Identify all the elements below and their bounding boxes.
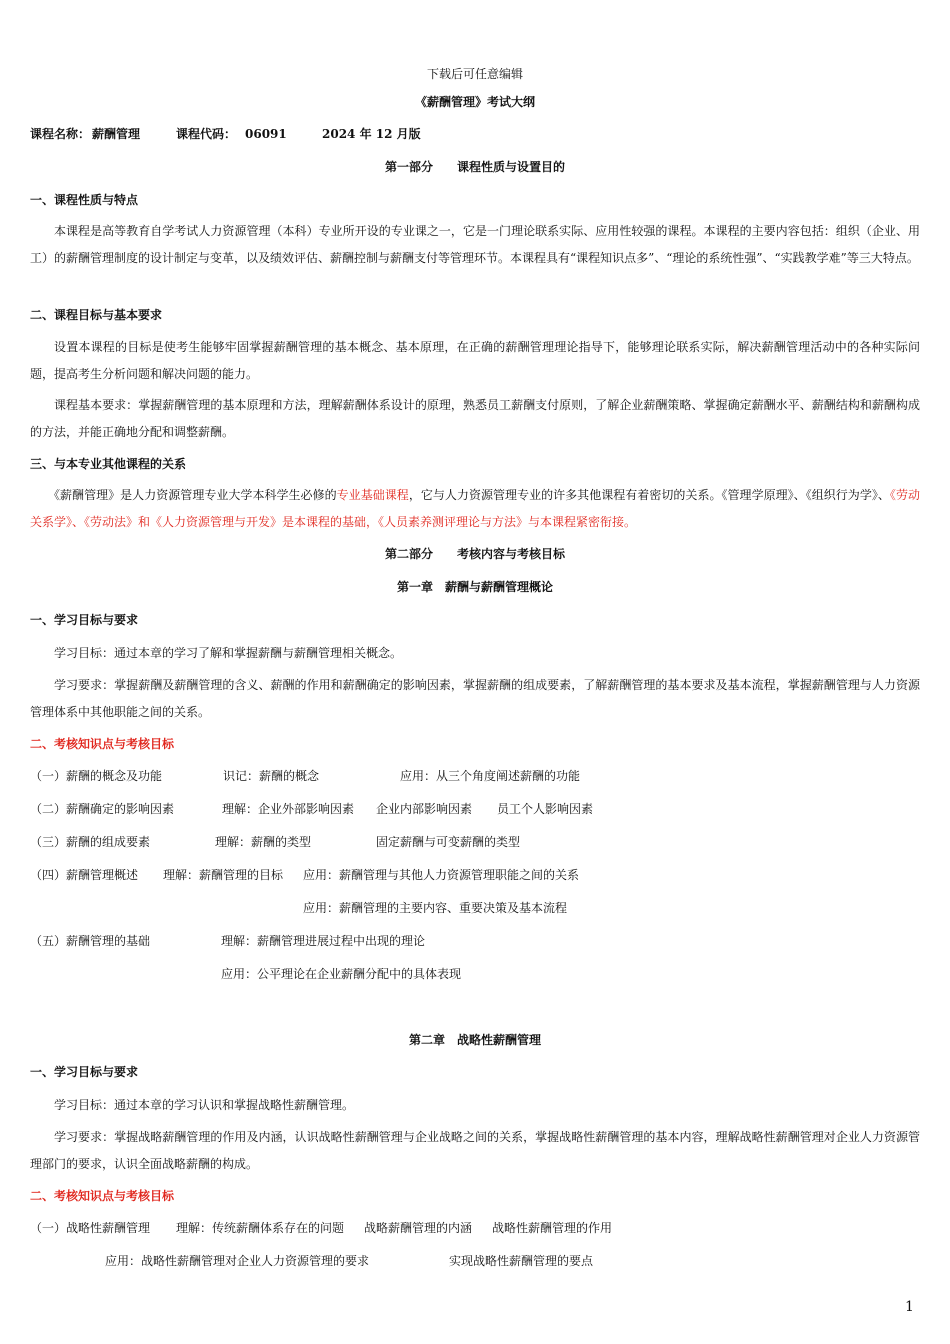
knowledge-target: 实现战略性薪酬管理的要点 (449, 1254, 594, 1268)
knowledge-target: 理解：薪酬管理进展过程中出现的理论 (221, 934, 426, 948)
highlight-text: 《劳动关系学》、《劳动法》和《人力资源管理与开发》是本课程的基础，《人员素养测评理论与方法》与本课程紧密衔接。 (30, 488, 920, 529)
course-code-label: 课程代码： (176, 127, 237, 141)
section-title: 一、学习目标与要求 (30, 1065, 139, 1079)
chapter-title: 第二章 战略性薪酬管理 (408, 1033, 541, 1047)
paragraph (30, 482, 920, 536)
paragraph: 课程基本要求：掌握薪酬管理的基本原理和方法，理解薪酬体系设计的原理，熟悉员工薪酬支付原则，了解企业薪酬策略、掌握确定薪酬水平、薪酬结构和薪酬构成的方法，并能正确地分配和调整薪酬。 (30, 398, 920, 439)
knowledge-target: 企业内部影响因素 (376, 802, 473, 816)
knowledge-point: （二）薪酬确定的影响因素 (30, 802, 175, 816)
knowledge-point: （一）战略性薪酬管理 (30, 1221, 151, 1235)
knowledge-target: 应用：薪酬管理的主要内容、重要决策及基本流程 (303, 901, 568, 915)
text-run: ，它与人力资源管理专业的许多其他课程有着密切的关系。《管理学原理》、《组织行为学》、 (408, 488, 890, 502)
knowledge-target: 应用：公平理论在企业薪酬分配中的具体表现 (221, 967, 462, 981)
knowledge-target: 理解：薪酬的类型 (215, 835, 312, 849)
section-title: 二、课程目标与基本要求 (30, 308, 163, 322)
knowledge-target: 战略性薪酬管理的作用 (492, 1221, 613, 1235)
knowledge-point: （五）薪酬管理的基础 (30, 934, 151, 948)
paragraph: 本课程是高等教育自学考试人力资源管理（本科）专业所开设的专业课之一，它是一门理论联系实际、应用性较强的课程。本课程的主要内容包括：组织（企业、用工）的薪酬管理制度的设计制定与变革，以及绩效评估、薪酬控制与薪酬支付等管理环节。本课程具有“课程知识点多”、“理论的系统性强”、“实践教学难”等三大特点。 (30, 224, 920, 265)
knowledge-point: （三）薪酬的组成要素 (30, 835, 151, 849)
course-name-label: 课程名称： (30, 127, 91, 141)
course-code: 06091 (245, 127, 287, 141)
knowledge-target: 员工个人影响因素 (497, 802, 594, 816)
knowledge-target: 理解：传统薪酬体系存在的问题 (176, 1221, 345, 1235)
download-note: 下载后可任意编辑 (426, 67, 523, 81)
knowledge-target: 战略薪酬管理的内涵 (364, 1221, 473, 1235)
page-number: 1 (905, 1299, 914, 1315)
paragraph: 设置本课程的目标是使考生能够牢固掌握薪酬管理的基本概念、基本原理，在正确的薪酬管理理论指导下，能够理论联系实际，解决薪酬管理活动中的各种实际问题，提高考生分析问题和解决问题的能力。 (30, 340, 920, 381)
section-title: 二、考核知识点与考核目标 (30, 1189, 175, 1203)
document-title: 《薪酬管理》考试大纲 (414, 95, 535, 109)
knowledge-point: （一）薪酬的概念及功能 (30, 769, 163, 783)
course-edition: 2024 年 12 月版 (322, 127, 421, 141)
section-title: 三、与本专业其他课程的关系 (30, 457, 187, 471)
knowledge-target: 识记：薪酬的概念 (223, 769, 320, 783)
highlight-text: 专业基础课程 (336, 488, 409, 502)
section-title: 一、学习目标与要求 (30, 613, 139, 627)
study-requirement: 学习要求：掌握薪酬及薪酬管理的含义、薪酬的作用和薪酬确定的影响因素，掌握薪酬的组成要素，了解薪酬管理的基本要求及基本流程，掌握薪酬管理与人力资源管理体系中其他职能之间的关系。 (30, 678, 920, 719)
study-goal: 学习目标：通过本章的学习了解和掌握薪酬与薪酬管理相关概念。 (54, 646, 403, 660)
study-goal: 学习目标：通过本章的学习认识和掌握战略性薪酬管理。 (54, 1098, 355, 1112)
knowledge-target: 应用：薪酬管理与其他人力资源管理职能之间的关系 (303, 868, 580, 882)
knowledge-target: 理解：企业外部影响因素 (222, 802, 355, 816)
knowledge-target: 理解：薪酬管理的目标 (163, 868, 284, 882)
section-title: 二、考核知识点与考核目标 (30, 737, 175, 751)
part1-heading: 第一部分 课程性质与设置目的 (384, 160, 565, 174)
knowledge-target: 固定薪酬与可变薪酬的类型 (376, 835, 521, 849)
knowledge-point: （四）薪酬管理概述 (30, 868, 139, 882)
chapter-title: 第一章 薪酬与薪酬管理概论 (396, 580, 553, 594)
course-name: 薪酬管理 (92, 127, 141, 141)
knowledge-target: 应用：从三个角度阐述薪酬的功能 (400, 769, 581, 783)
part2-heading: 第二部分 考核内容与考核目标 (384, 547, 565, 561)
text-run: 《薪酬管理》是人力资源管理专业大学本科学生必修的 (48, 488, 337, 502)
section-title: 一、课程性质与特点 (30, 193, 139, 207)
study-requirement: 学习要求：掌握战略薪酬管理的作用及内涵，认识战略性薪酬管理与企业战略之间的关系，掌握战略性薪酬管理的基本内容，理解战略性薪酬管理对企业人力资源管理部门的要求，认识全面战略薪酬的构成。 (30, 1130, 920, 1171)
knowledge-target: 应用：战略性薪酬管理对企业人力资源管理的要求 (105, 1254, 370, 1268)
